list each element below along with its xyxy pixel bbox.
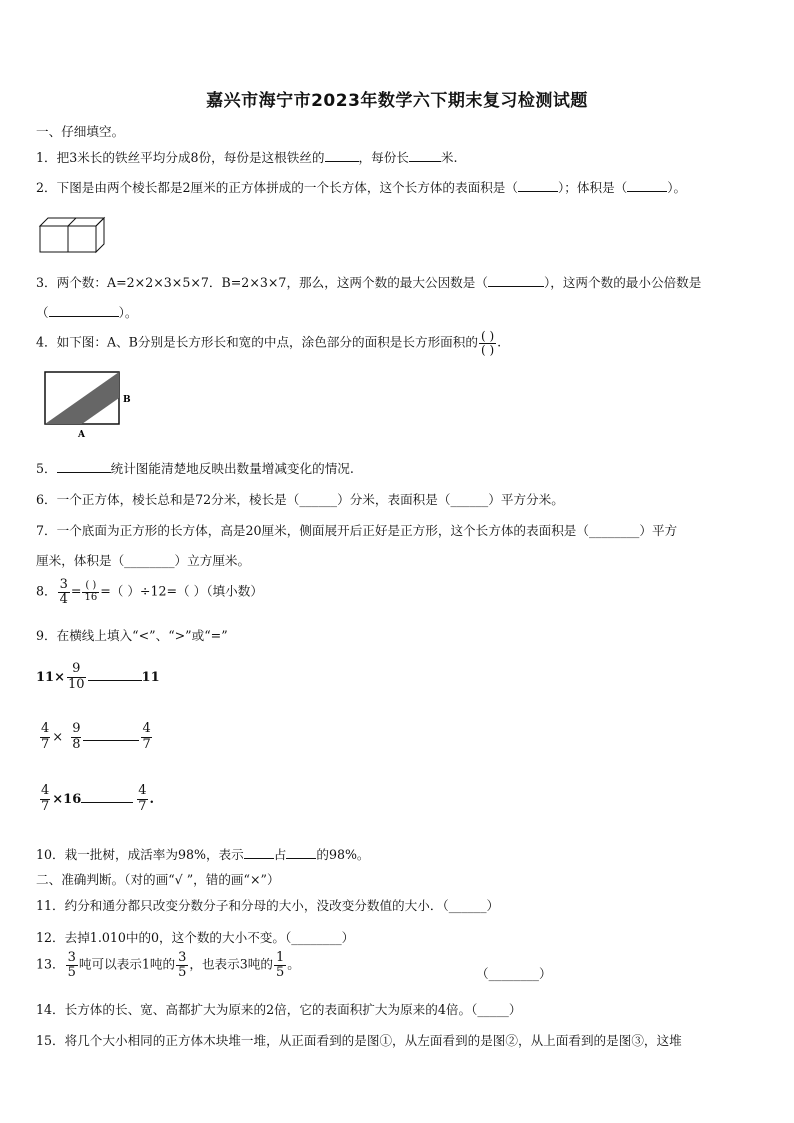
q4-numerator: ( ) [480,329,495,343]
q8-rest: =（ ）÷12=（ ）（填小数） [100,583,263,599]
q9c-denominator-2: 7 [138,798,147,814]
question-1 [36,147,458,166]
q13-denominator-3: 5 [275,964,285,980]
q5-blank[interactable] [57,462,111,473]
question-7-line-1: 7．一个底面为正方形的长方体，高是20厘米，侧面展开后正好是正方形，这个长方体的表面积是（________）平方 [36,523,678,538]
q13-text-c: ，也表示3吨的 [189,956,273,972]
question-5 [36,458,354,477]
q13-period: 。 [287,956,300,972]
q13-numerator-3: 1 [275,950,285,965]
q4-text: 4．如下图：A、B分别是长方形长和宽的中点，涂色部分的面积是长方形面积的 [36,334,478,350]
q9a-suffix: 11 [141,669,160,685]
q9c-denominator-1: 7 [41,798,50,814]
q13-answer-paren[interactable]: （________） [476,966,552,981]
q1-blank-1[interactable] [325,151,359,162]
question-9b [38,722,154,753]
q3-text: 3．两个数：A=2×2×3×5×7．B=2×3×7，那么，这两个数的最大公因数是（ [36,275,488,290]
q13-number: 13． [36,956,65,972]
q1-blank-2[interactable] [409,151,441,162]
q4-label-b: B [123,395,131,405]
q4-label-a: A [78,430,85,440]
q3-close-paren: ）。 [118,305,138,320]
q9c-blank[interactable] [81,792,133,803]
question-9: 9．在横线上填入“<”、“>”或“=” [36,628,228,643]
q10-text-b: 占 [273,847,287,862]
q9c-numerator-2: 4 [138,783,147,798]
q13-fraction-1 [66,951,78,979]
q4-period: . [497,334,502,350]
q5-text: 统计图能清楚地反映出数量增减变化的情况. [110,461,354,476]
question-9c [38,784,154,815]
q8-label: 8． [36,583,57,599]
q9b-times: × [52,729,64,745]
q13-fraction-2 [176,951,188,979]
q9a-fraction [67,662,86,693]
question-13 [36,951,300,979]
q8-numerator-2: ( ) [82,581,99,593]
q9b-fraction-2 [71,722,81,753]
question-3-line-2 [36,302,137,321]
q2-text-mid: ）；体积是（ [558,180,628,195]
q1-text-b: ，每份长 [358,150,409,165]
q9b-fraction-1 [40,722,50,753]
q9a-numerator: 9 [67,662,86,678]
question-2 [36,177,686,196]
q3-blank-gcd[interactable] [488,276,544,287]
q9b-fraction-3 [141,722,151,753]
q5-number: 5． [36,461,57,476]
q13-text-b: 吨可以表示1吨的 [78,956,176,972]
question-3-line-1 [36,272,701,291]
question-12: 12．去掉1.010中的0，这个数的大小不变。（________） [36,930,355,945]
q9a-blank[interactable] [88,670,142,681]
q1-text-c: 米. [440,150,458,165]
q9a-prefix: 11× [36,669,65,685]
page-title: 嘉兴市海宁市2023年数学六下期末复习检测试题 [206,91,588,111]
q10-text-a: 10．栽一批树，成活率为98%，表示 [36,847,244,862]
q9b-denominator-1: 7 [41,736,50,752]
q9c-fraction-2 [137,784,147,815]
q9c-numerator-1: 4 [41,783,50,798]
question-11: 11．约分和通分都只改变分数分子和分母的大小，没改变分数值的大小．（______） [36,898,500,913]
section-1-heading: 一、仔细填空。 [36,124,125,139]
question-9a [36,662,160,693]
question-6: 6．一个正方体，棱长总和是72分米，棱长是（______）分米，表面积是（______）平方分米。 [36,492,564,507]
q13-fraction-3 [274,951,286,979]
rectangle-figure [44,370,134,442]
q8-denominator-1: 4 [59,591,68,607]
q4-denominator: ( ) [480,342,495,357]
question-4 [36,330,501,356]
cuboid-figure [38,212,108,254]
q9b-numerator-1: 4 [41,721,50,736]
q8-fraction-2 [82,581,99,603]
question-14: 14．长方体的长、宽、高都扩大为原来的2倍，它的表面积扩大为原来的4倍。（_____） [36,1002,522,1017]
q3-open-paren: （ [36,305,49,320]
q9b-numerator-3: 4 [142,721,151,736]
q9b-denominator-3: 7 [142,736,151,752]
q8-fraction-1 [58,578,70,606]
q2-text-end: ）。 [667,180,687,195]
section-2-heading: 二、准确判断。（对的画“√ ”，错的画“×”） [36,872,280,887]
q9b-blank[interactable] [83,730,139,741]
q10-blank-1[interactable] [244,848,274,859]
q8-equals: = [70,583,82,599]
q9b-numerator-2: 9 [72,721,81,736]
question-10 [36,844,370,863]
q9c-period: . [149,791,155,807]
q10-text-c: 的98%。 [316,847,370,862]
q8-numerator-1: 3 [59,577,68,592]
q13-denominator-1: 5 [67,964,76,980]
q2-blank-area[interactable] [518,181,558,192]
q13-denominator-2: 5 [178,964,187,980]
q9c-times: ×16 [52,791,82,807]
q9a-denominator: 10 [67,676,85,692]
q3-text-mid: ），这两个数的最小公倍数是 [543,275,702,290]
q1-text-a: 1．把3米长的铁丝平均分成8份，每份是这根铁丝的 [36,150,325,165]
question-15: 15．将几个大小相同的正方体木块堆一堆，从正面看到的是图①，从左面看到的是图②，从上面看到的是图③，这堆 [36,1033,682,1048]
q8-denominator-2: 16 [84,591,98,603]
question-7-line-2: 厘米，体积是（________）立方厘米。 [36,553,251,568]
q13-numerator-2: 3 [178,950,187,965]
q3-blank-lcm[interactable] [49,306,119,317]
q10-blank-2[interactable] [286,848,316,859]
question-8 [36,578,263,606]
q9b-denominator-2: 8 [72,736,81,752]
q2-text: 2．下图是由两个棱长都是2厘米的正方体拼成的一个长方体，这个长方体的表面积是（ [36,180,518,195]
q2-blank-volume[interactable] [627,181,667,192]
q9c-fraction-1 [40,784,50,815]
q4-fraction [479,330,496,356]
q13-numerator-1: 3 [67,950,76,965]
